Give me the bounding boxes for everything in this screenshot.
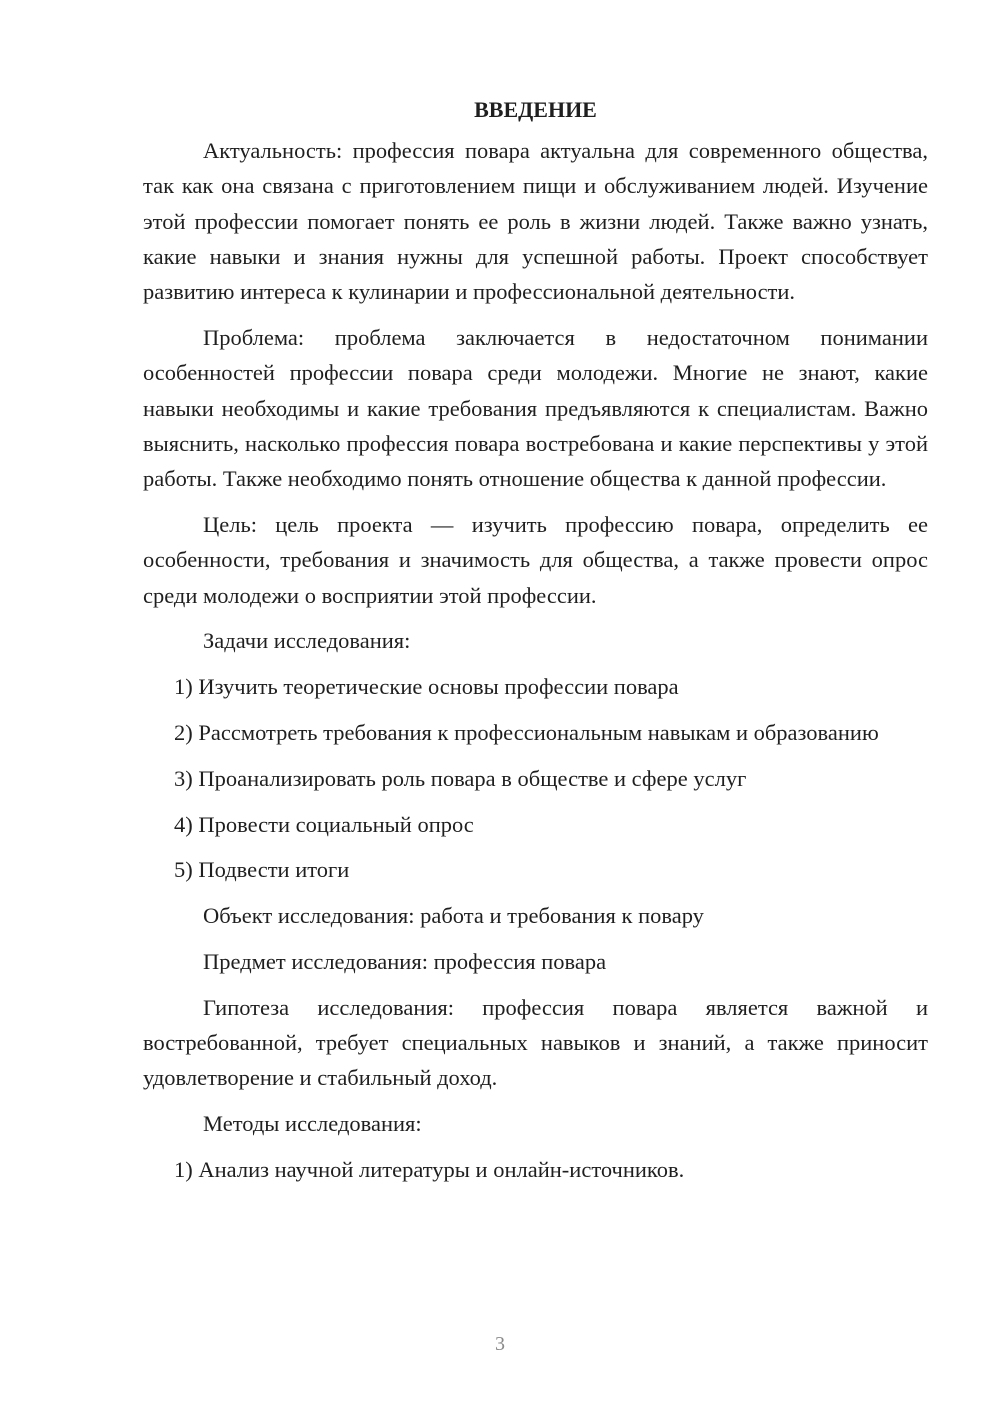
task-item-5: 5) Подвести итоги: [174, 857, 350, 883]
page-number: 3: [495, 1333, 505, 1355]
problem-paragraph: Проблема: проблема заключается в недостаточном понимании особенностей профессии повара среди молодежи. Многие не знают, какие навыки необходимы и какие требования предъявляются к специалистам. Важно выяснить, насколько профессия повара востребована и какие перспективы у этой работы. Также необходимо понять отношение общества к данной профессии.: [143, 324, 928, 492]
page-title: ВВЕДЕНИЕ: [474, 97, 597, 122]
task-item-4: 4) Провести социальный опрос: [174, 811, 474, 837]
document-page: [143, 92, 928, 1198]
relevance-paragraph: Актуальность: профессия повара актуальна для современного общества, так как она связана с приготовлением пищи и обслуживанием людей. Изучение этой профессии помогает понять ее роль в жизни людей. Также важно узнать, какие навыки и знания нужны для успешной работы. Проект способствует развитию интереса к кулинарии и профессиональной деятельности.: [143, 138, 928, 305]
goal-paragraph: Цель: цель проекта — изучить профессию повара, определить ее особенности, требования и значимость для общества, а также провести опрос среди молодежи о восприятии этой профессии.: [143, 511, 928, 608]
methods-heading: Методы исследования:: [203, 1111, 422, 1137]
task-item-2: 2) Рассмотреть требования к профессиональным навыкам и образованию: [174, 719, 879, 745]
research-subject-paragraph: Предмет исследования: профессия повара: [203, 948, 607, 974]
task-item-1: 1) Изучить теоретические основы профессии повара: [174, 674, 679, 700]
tasks-heading: Задачи исследования:: [203, 628, 411, 654]
research-object-paragraph: Объект исследования: работа и требования к повару: [203, 903, 704, 929]
hypothesis-paragraph: Гипотеза исследования: профессия повара является важной и востребованной, требует специальных навыков и знаний, а также приносит удовлетворение и стабильный доход.: [143, 994, 928, 1091]
task-item-3: 3) Проанализировать роль повара в обществе и сфере услуг: [174, 765, 747, 791]
method-item-1: 1) Анализ научной литературы и онлайн-источников.: [174, 1156, 685, 1182]
